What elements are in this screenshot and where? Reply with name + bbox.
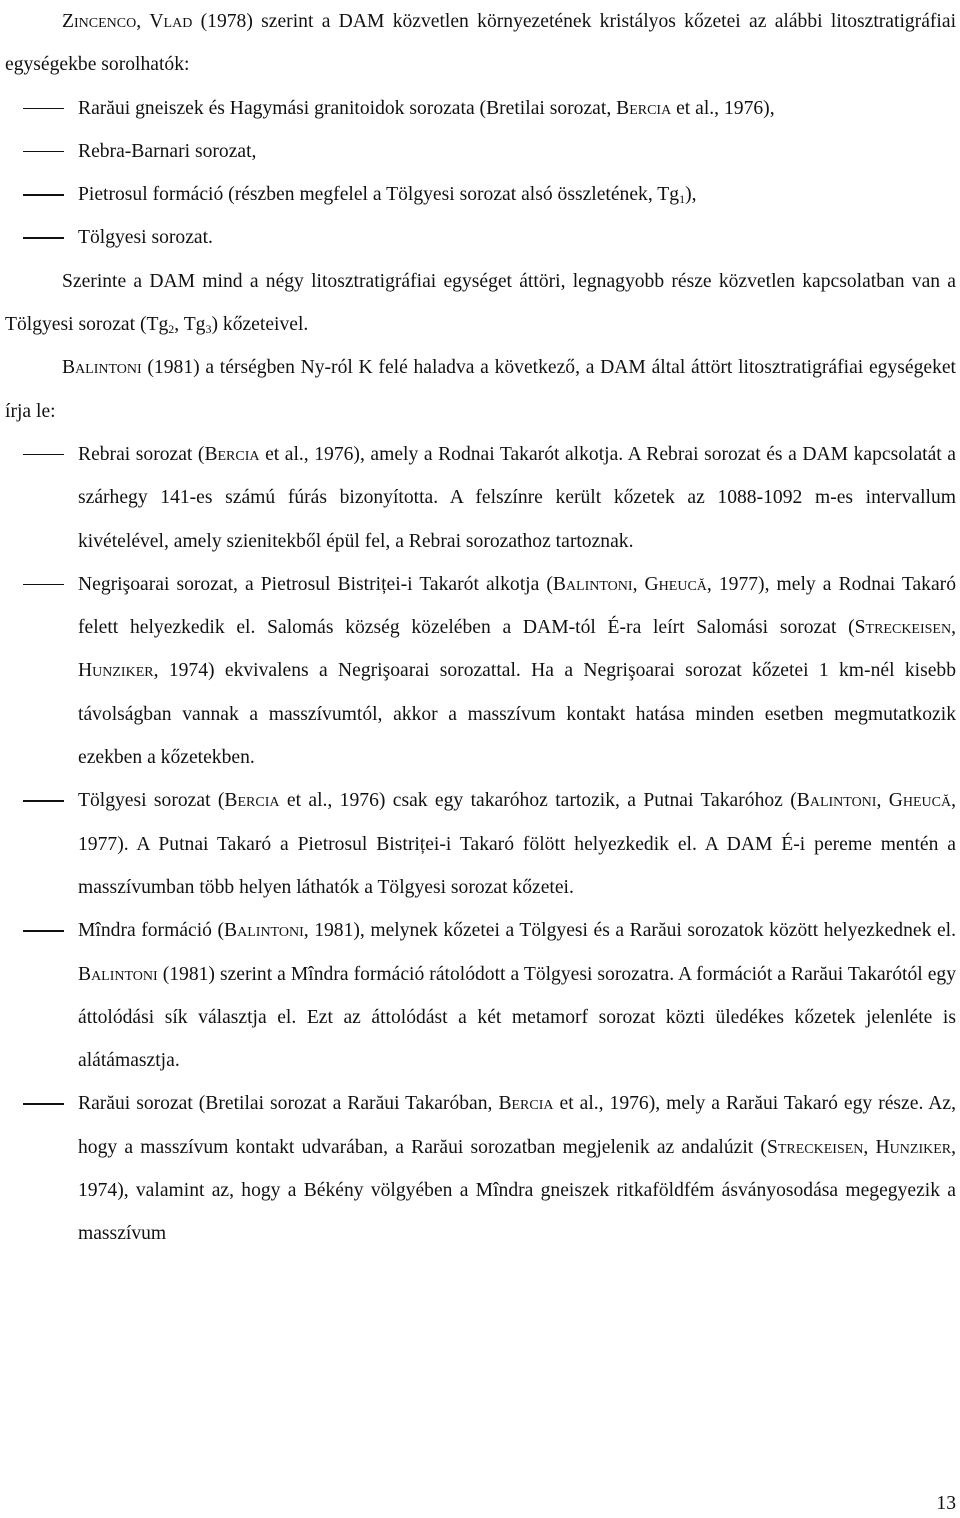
list-item: Tölgyesi sorozat (Bercia et al., 1976) csak egy takaróhoz tartozik, a Putnai Takaróhoz (Balintoni, Gheucă, 1977). A Putnai Takaró a Pietrosul Bistriței-i Takaró fölött helyezkedik el. A DAM É-i pereme mentén a masszívumban több helyen láthatók a Tölgyesi sorozat kőzetei. xyxy=(5,779,956,909)
author-citation: Streckeisen xyxy=(854,617,952,639)
balintoni-paragraph: Balintoni (1981) a térségben Ny-ról K felé haladva a következő, a DAM által áttört litosztratigráfiai egységeket írja le: xyxy=(5,357,956,422)
page-number: 13 xyxy=(936,1493,956,1514)
list-item: Rebra-Barnari sorozat, xyxy=(5,130,956,173)
dash-bullet-icon xyxy=(23,108,64,109)
author-citation: Hunziker xyxy=(875,1136,952,1158)
author-citation: Balintoni xyxy=(78,963,158,985)
text-run: , xyxy=(136,11,150,32)
dash-bullet-icon xyxy=(23,454,64,455)
author-citation: Gheucă xyxy=(888,790,952,812)
list-item: Rarăui gneiszek és Hagymási granitoidok sorozata (Bretilai sorozat, Bercia et al., 1976), xyxy=(5,87,956,130)
dash-bullet-icon xyxy=(23,1103,64,1104)
author-citation: Bercia xyxy=(224,790,280,812)
intro-paragraph xyxy=(5,0,956,87)
subscript: 3 xyxy=(205,322,212,337)
author-citation: Vlad xyxy=(149,11,193,32)
author-citation: Bercia xyxy=(204,443,260,465)
author-citation: Balintoni xyxy=(62,357,142,379)
author-citation: Balintoni xyxy=(796,790,877,812)
list-item: Rarăui sorozat (Bretilai sorozat a Rarăui Takaróban, Bercia et al., 1976), mely a Rarăui Takaró egy része. Az, hogy a masszívum kontakt udvarában, a Rarăui sorozatban megjelenik az andalúzit (Streckeisen, Hunziker, 1974), valamint az, hogy a Békény völgyében a Mîndra gneiszek ritkaföldfém ásványosodása megegyezik a masszívum xyxy=(5,1082,956,1255)
subscript: 1 xyxy=(679,192,686,207)
author-citation: Balintoni xyxy=(552,573,633,595)
list-item: Pietrosul formáció (részben megfelel a Tölgyesi sorozat alsó összletének, $Tg_1$), xyxy=(5,173,956,216)
dash-bullet-icon xyxy=(23,930,64,931)
subscript: 2 xyxy=(168,322,175,337)
list-item: Rebrai sorozat (Bercia et al., 1976), amely a Rodnai Takarót alkotja. A Rebrai sorozat és a DAM kapcsolatát a szárhegy 141-es számú fúrás bizonyította. A felszínre került kőzetek az 1088-1092 m-es intervallum kivételével, amely szienitekből épül fel, a Rebrai sorozathoz tartoznak. xyxy=(5,433,956,563)
unit-list-zincenco xyxy=(5,87,956,260)
author-citation: Zincenco xyxy=(62,11,137,32)
author-citation: Balintoni xyxy=(224,920,304,942)
author-citation: Streckeisen xyxy=(766,1136,864,1158)
author-citation: Gheucă xyxy=(644,573,707,595)
dash-bullet-icon xyxy=(23,237,64,238)
dash-bullet-icon xyxy=(23,800,64,801)
summary-paragraph: Szerinte a DAM mind a négy litosztratigráfiai egységet áttöri, legnagyobb része közvetlen kapcsolatban van a Tölgyesi sorozat ($Tg_2$, $Tg_3$) kőzeteivel. xyxy=(5,270,956,337)
list-item: Tölgyesi sorozat. xyxy=(5,216,956,259)
list-item: Negrişoarai sorozat, a Pietrosul Bistriței-i Takarót alkotja (Balintoni, Gheucă, 1977), mely a Rodnai Takaró felett helyezkedik el. Salomás község közelében a DAM-tól É-ra leírt Salomási sorozat (Streckeisen, Hunziker, 1974) ekvivalens a Negrişoarai sorozattal. Ha a Negrişoarai sorozat kőzetei 1 km-nél kisebb távolságban vannak a masszívumtól, akkor a masszívum kontakt hatása minden esetben megmutatkozik ezekben a kőzetekben. xyxy=(5,563,956,779)
text-run: (1978) szerint a DAM közvetlen környezetének kristályos kőzetei az alábbi litosztratigráfiai egységekbe sorolhatók: xyxy=(5,11,957,76)
author-citation: Bercia xyxy=(498,1093,554,1115)
author-citation: Hunziker xyxy=(78,660,154,682)
document-page xyxy=(5,0,956,1256)
dash-bullet-icon xyxy=(23,584,64,585)
dash-bullet-icon xyxy=(23,194,64,195)
dash-bullet-icon xyxy=(23,151,64,152)
list-item: Mîndra formáció (Balintoni, 1981), melynek kőzetei a Tölgyesi és a Rarăui sorozatok között helyezkednek el. Balintoni (1981) szerint a Mîndra formáció rátolódott a Tölgyesi sorozatra. A formációt a Rarăui Takarótól egy áttolódási sík választja el. Ezt az áttolódást a két metamorf sorozat közti üledékes kőzetek jelenléte is alátámasztja. xyxy=(5,909,956,1082)
author-citation: Bercia xyxy=(616,97,672,119)
unit-list-balintoni xyxy=(5,433,956,1256)
